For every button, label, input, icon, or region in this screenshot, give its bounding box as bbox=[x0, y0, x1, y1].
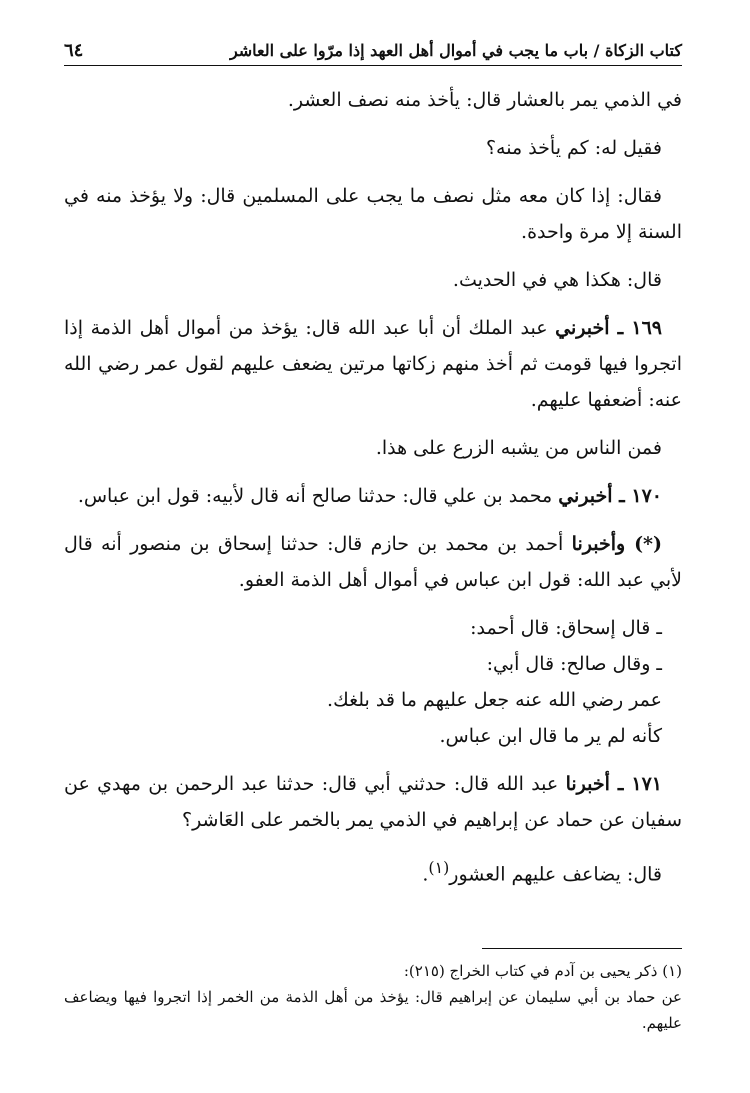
hadith-text-170: محمد بن علي قال: حدثنا صالح أنه قال لأبيه: قول ابن عباس. bbox=[77, 485, 559, 507]
running-header bbox=[64, 40, 682, 66]
footnote-separator bbox=[482, 948, 682, 949]
paragraph bbox=[64, 850, 682, 892]
chapter-title: كتاب الزكاة / باب ما يجب في أموال أهل العهد إذا مرّوا على العاشر bbox=[229, 41, 682, 60]
sentence-end: . bbox=[422, 863, 429, 886]
list-item: ـ قال إسحاق: قال أحمد: bbox=[470, 617, 662, 639]
list-item: ـ وقال صالح: قال أبي: bbox=[486, 653, 662, 675]
paragraph: فمن الناس من يشبه الزرع على هذا. bbox=[375, 437, 662, 459]
paragraph: قال: هكذا هي في الحديث. bbox=[452, 269, 662, 291]
hadith-170 bbox=[64, 478, 682, 514]
answer-text: قال: يضاعف عليهم العشور bbox=[449, 863, 662, 886]
hadith-171 bbox=[64, 766, 682, 838]
paragraph: فقيل له: كم يأخذ منه؟ bbox=[485, 137, 662, 159]
hadith-star bbox=[64, 526, 682, 598]
hadith-star-text: أحمد بن محمد بن حازم قال: حدثنا إسحاق بن منصور أنه قال لأبي عبد الله: قول ابن عباس في أموال أهل الذمة العفو. bbox=[64, 533, 682, 591]
paragraph: فقال: إذا كان معه مثل نصف ما يجب على المسلمين قال: ولا يؤخذ منه في السنة إلا مرة واحدة. bbox=[64, 185, 682, 243]
footnote-ref[interactable]: (١) bbox=[428, 858, 450, 877]
footnote-line: (١) ذكر يحيى بن آدم في كتاب الخراج (٢١٥): bbox=[403, 962, 682, 980]
paragraph: في الذمي يمر بالعشار قال: يأخذ منه نصف العشر. bbox=[287, 89, 682, 111]
hadith-number-170: ١٧٠ ـ أخبرني bbox=[558, 485, 662, 507]
footnote-line: عن حماد بن أبي سليمان عن إبراهيم قال: يؤخذ من أهل الذمة من الخمر إذا اتجروا فيها ويضاعف عليهم. bbox=[64, 988, 682, 1032]
hadith-text-169: عبد الملك أن أبا عبد الله قال: يؤخذ من أموال أهل الذمة إذا اتجروا فيها قومت ثم أخذ منهم زكاتها مرتين يضعف عليهم لقول عمر رضي الله عنه: أضعفها عليهم. bbox=[64, 317, 682, 411]
hadith-star-lead: (*) وأخبرنا bbox=[571, 533, 662, 555]
hadith-text-171: عبد الله قال: حدثني أبي قال: حدثنا عبد الرحمن بن مهدي عن سفيان عن حماد عن إبراهيم في الذمي يمر بالخمر على العَاشر؟ bbox=[64, 773, 682, 831]
list-item: كأنه لم ير ما قال ابن عباس. bbox=[439, 725, 662, 747]
footnote bbox=[64, 958, 682, 1036]
main-text bbox=[64, 82, 682, 904]
page-number: ٦٤ bbox=[64, 40, 84, 61]
hadith-number-169: ١٦٩ ـ أخبرني bbox=[555, 317, 662, 339]
hadith-number-171: ١٧١ ـ أخبرنا bbox=[565, 773, 662, 795]
hadith-169 bbox=[64, 310, 682, 418]
list-item: عمر رضي الله عنه جعل عليهم ما قد بلغك. bbox=[327, 689, 662, 711]
